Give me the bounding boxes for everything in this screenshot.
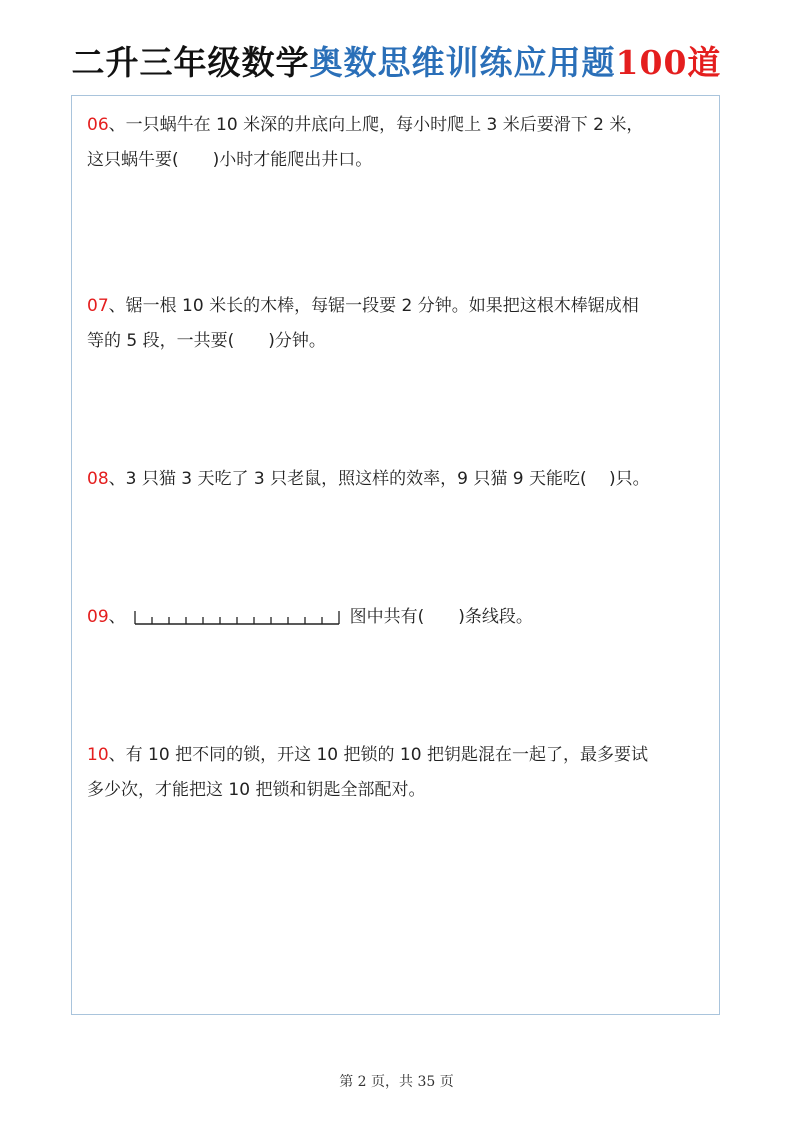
- question-number: 08: [87, 469, 109, 489]
- question-10-line1: [87, 738, 717, 773]
- segment-ticks: [135, 611, 339, 624]
- question-06: [87, 108, 717, 178]
- question-08: [87, 462, 717, 497]
- page-footer: 第 2 页，共 35 页: [339, 1074, 454, 1090]
- question-06-line2: 这只蜗牛要( )小时才能爬出井口。: [87, 150, 373, 170]
- question-07: [87, 289, 717, 359]
- title-part-red: 100道: [615, 43, 722, 82]
- question-separator: 、: [108, 296, 126, 316]
- question-number: 10: [87, 745, 109, 765]
- question-separator: 、: [108, 469, 126, 489]
- question-text: 图中共有( )条线段。: [349, 607, 533, 627]
- question-06-line1: [87, 108, 717, 143]
- question-separator: 、: [108, 607, 126, 627]
- content-frame: [71, 95, 720, 1015]
- title-part-blue: 奥数思维训练应用题: [309, 43, 616, 82]
- question-text: 锯一根 10 米长的木棒，每锯一段要 2 分钟。如果把这根木棒锯成相: [125, 296, 639, 316]
- page-title: [0, 38, 793, 88]
- line-segment-figure: [134, 610, 340, 626]
- question-text: 3 只猫 3 天吃了 3 只老鼠，照这样的效率，9 只猫 9 天能吃( )只。: [125, 469, 650, 489]
- question-10-line2: 多少次，才能把这 10 把锁和钥匙全部配对。: [87, 780, 426, 800]
- title-part-black: 二升三年级数学: [71, 43, 310, 82]
- question-number: 07: [87, 296, 109, 316]
- question-07-line2: 等的 5 段，一共要( )分钟。: [87, 331, 326, 351]
- question-text: 一只蜗牛在 10 米深的井底向上爬，每小时爬上 3 米后要滑下 2 米，: [125, 115, 644, 135]
- question-08-line1: [87, 462, 717, 497]
- question-separator: 、: [108, 745, 126, 765]
- question-07-line1: [87, 289, 717, 324]
- question-10: [87, 738, 717, 808]
- question-09: [87, 600, 717, 635]
- question-number: 06: [87, 115, 109, 135]
- question-text: 有 10 把不同的锁，开这 10 把锁的 10 把钥匙混在一起了，最多要试: [125, 745, 648, 765]
- question-separator: 、: [108, 115, 126, 135]
- question-number: 09: [87, 607, 109, 627]
